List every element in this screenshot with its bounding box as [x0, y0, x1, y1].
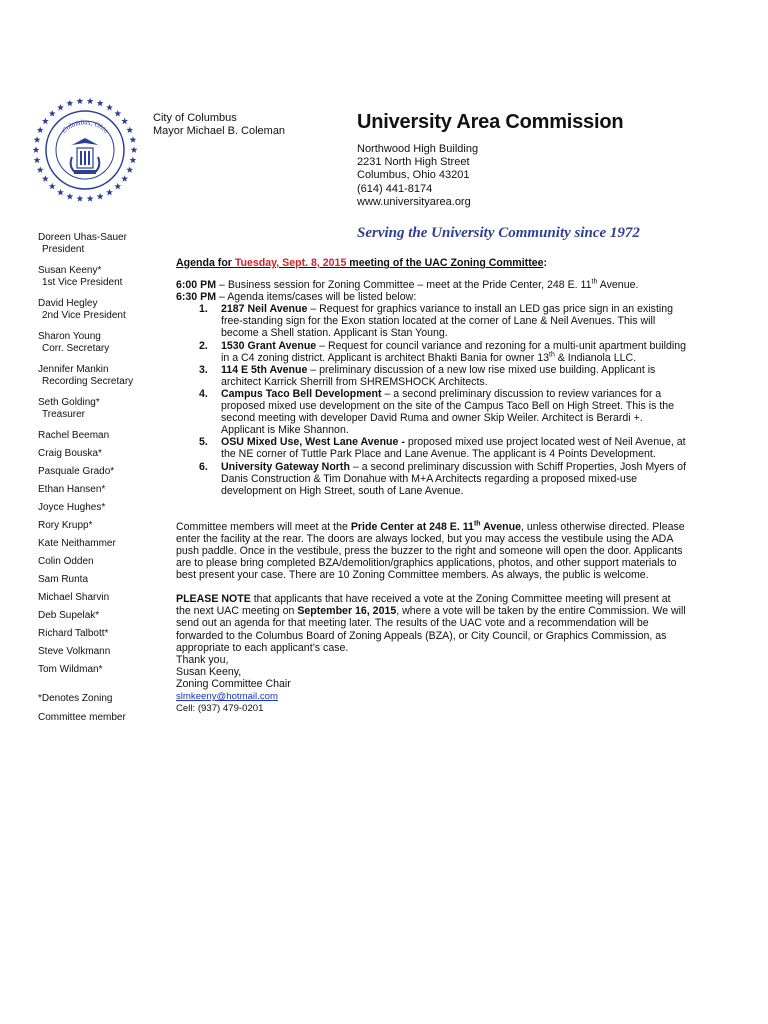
member-name: David Hegley — [38, 298, 98, 309]
seal-star-icon — [106, 104, 113, 111]
seal-star-icon — [42, 118, 49, 125]
seal-star-icon — [121, 118, 128, 125]
seal-star-icon — [97, 100, 104, 107]
city-name: City of Columbus — [153, 112, 237, 124]
signoff-title: Zoning Committee Chair — [176, 677, 291, 690]
seal-star-icon — [76, 98, 83, 105]
seal-star-icon — [33, 146, 40, 153]
seal-star-icon — [114, 110, 121, 117]
member-name: Susan Keeny* — [38, 265, 102, 276]
tagline: Serving the University Community since 1972 — [357, 225, 640, 241]
seal-star-icon — [126, 126, 133, 133]
signoff-thanks: Thank you, — [176, 653, 229, 666]
member-entry — [38, 265, 168, 289]
member-name: Doreen Uhas-Sauer — [38, 232, 127, 243]
member-entry — [38, 397, 168, 421]
footnote: Committee member — [38, 712, 126, 723]
seal-star-icon — [57, 104, 64, 111]
page-title: University Area Commission — [357, 111, 624, 133]
address-block — [357, 143, 478, 209]
agenda-heading: Agenda for Tuesday, Sept. 8, 2015 meeting of the UAC Zoning Committee: — [176, 257, 548, 269]
seal-emblem-icon — [28, 93, 142, 207]
seal-star-icon — [66, 193, 73, 200]
member-name: Richard Talbott* — [38, 628, 109, 639]
city-block — [153, 112, 285, 138]
address-line: Northwood High Building — [357, 143, 479, 155]
agenda-item: 2. 1530 Grant Avenue – Request for council variance and rezoning for a multi-unit apartment building in a C4 zoning district. Applicant is architect Bhakti Bania for owner 13th & Indianola LLC. — [199, 339, 687, 364]
member-name: Deb Supelak* — [38, 610, 100, 621]
seal-star-icon — [131, 146, 138, 153]
seal-star-icon — [130, 157, 137, 164]
mayor-name: Mayor Michael B. Coleman — [153, 125, 286, 137]
member-entry — [38, 298, 168, 322]
member-name: Rory Krupp* — [38, 520, 93, 531]
member-name: Steve Volkmann — [38, 646, 111, 657]
agenda-item: 5. OSU Mixed Use, West Lane Avenue - proposed mixed use project located west of Neil Avenue, at the NE corner of Tuttle Park Place and Lane Avenue. The applicant is 4 Points Development. — [199, 436, 686, 461]
member-role: Treasurer — [42, 409, 85, 420]
member-role: Corr. Secretary — [42, 343, 110, 354]
agenda-body — [176, 257, 686, 715]
member-entry — [38, 364, 168, 388]
member-role: 2nd Vice President — [42, 310, 126, 321]
email-link[interactable]: slmkeeny@hotmail.com — [176, 691, 278, 702]
member-name: Pasquale Grado* — [38, 466, 115, 477]
phone: (614) 441-8174 — [357, 182, 433, 195]
address-line: Columbus, Ohio 43201 — [357, 169, 470, 182]
member-name: Michael Sharvin — [38, 592, 110, 603]
seal-star-icon — [87, 195, 94, 202]
seal-star-icon — [34, 157, 41, 164]
seal-star-icon — [42, 175, 49, 182]
website[interactable]: www.universityarea.org — [357, 195, 471, 208]
please-note-paragraph: PLEASE NOTE that applicants that have received a vote at the Zoning Committee meeting will present at the next UAC meeting on September 16, 2015, where a vote will be taken by the entire Commission. We will send out an agenda for that meeting later. The results of the UAC vote and a recommendation will be forwarded to the Columbus Board of Zoning Appeals (BZA), or City Council, or Graphics Commission, as appropriate to each applicant’s case. — [176, 593, 686, 654]
member-name: Colin Odden — [38, 556, 94, 567]
seal-text: Columbus, Ohio — [60, 118, 110, 135]
agenda-list — [176, 303, 686, 497]
seal-star-icon — [34, 136, 41, 143]
member-name: Kate Neithammer — [38, 538, 116, 549]
member-name: Jennifer Mankin — [38, 364, 109, 375]
seal-star-icon — [76, 195, 83, 202]
member-name: Ethan Hansen* — [38, 484, 106, 495]
time-slot-1: 6:00 PM – Business session for Zoning Committee – meet at the Pride Center, 248 E. 11th Avenue. — [176, 278, 639, 292]
agenda-item: 3. 114 E 5th Avenue – preliminary discussion of a new low rise mixed use building. Applicant is architect Karrick Sherrill from SHREMSHOCK Architects. — [199, 363, 656, 388]
member-name: Craig Bouska* — [38, 448, 102, 459]
member-role: 1st Vice President — [42, 277, 123, 288]
committee-paragraph: Committee members will meet at the Pride Center at 248 E. 11th Avenue, unless otherwise directed. Please enter the facility at the rear. The doors are always locked, but you may access the vestibule using the ADA push paddle. Once in the vestibule, press the buzzer to the right and someone will open the door. Applicants are to please bring completed BZA/demolition/graphics applications, photos, and other support materials to best present your case. There are 10 Zoning Committee members. As always, the public is welcome. — [176, 520, 685, 582]
svg-text:Columbus, Ohio — [60, 118, 110, 135]
member-name: Rachel Beeman — [38, 430, 110, 441]
member-role: President — [42, 244, 85, 255]
agenda-item: 4. Campus Taco Bell Development – a second preliminary discussion to review variances for a proposed mixed use development on the site of the Campus Taco Bell on High Street. This is the second meeting with developer David Ruma and owner Skip Weiler. Architect is Berardi +. Applicant is Mike Shannon. — [199, 387, 675, 437]
seal-star-icon — [57, 189, 64, 196]
meeting-date: Tuesday, Sept. 8, 2015 — [234, 257, 347, 269]
seal-star-icon — [106, 189, 113, 196]
cell-phone: Cell: (937) 479-0201 — [176, 703, 264, 715]
seal-star-icon — [49, 183, 56, 190]
agenda-item: 1. 2187 Neil Avenue – Request for graphics variance to install an LED gas price sign in an existing free-standing sign for the Exon station located at the corner of Lane & Neil Avenues. This will become a Shell station. Applicant is Stan Young. — [199, 303, 674, 340]
member-entry — [38, 232, 168, 256]
member-name: Sharon Young — [38, 331, 101, 342]
member-name: Sam Runta — [38, 574, 89, 585]
seal-star-icon — [114, 183, 121, 190]
address-line: 2231 North High Street — [357, 156, 470, 169]
seal-star-icon — [87, 98, 94, 105]
seal-star-icon — [49, 110, 56, 117]
members-sidebar — [38, 232, 168, 724]
member-entry — [38, 331, 168, 355]
seal-star-icon — [121, 175, 128, 182]
member-name: Seth Golding* — [38, 397, 100, 408]
seal-star-icon — [97, 193, 104, 200]
seal-star-icon — [126, 166, 133, 173]
time-slot-2: 6:30 PM – Agenda items/cases will be listed below: — [176, 291, 417, 304]
seal-star-icon — [130, 136, 137, 143]
seal-star-icon — [37, 166, 44, 173]
footnote: *Denotes Zoning — [38, 693, 113, 704]
seal-star-icon — [66, 100, 73, 107]
member-name: Joyce Hughes* — [38, 502, 106, 513]
member-role: Recording Secretary — [42, 376, 134, 387]
member-name: Tom Wildman* — [38, 664, 103, 675]
signoff-name: Susan Keeny, — [176, 665, 242, 678]
agenda-item: 6. University Gateway North – a second preliminary discussion with Schiff Properties, Josh Myers of Danis Construction & Tim Donahue with M+A Architects regarding a proposed mixed-use development on High Street, south of Lane Avenue. — [199, 460, 686, 497]
seal-star-icon — [37, 126, 44, 133]
columbus-seal — [28, 93, 142, 207]
